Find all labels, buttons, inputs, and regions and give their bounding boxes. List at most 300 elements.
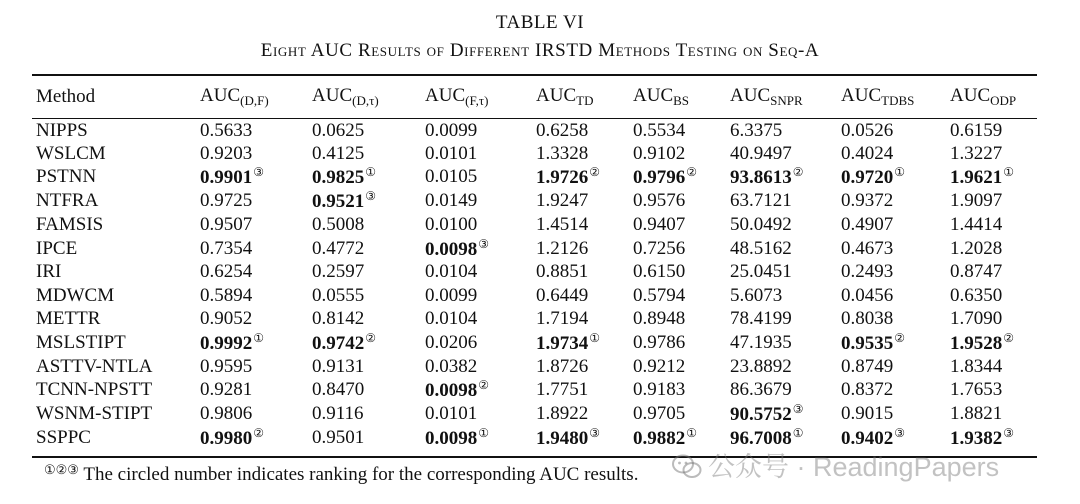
auc-value: 0.9407 [633, 214, 686, 236]
header-label: AUC [950, 85, 991, 106]
table-row [36, 378, 1036, 402]
auc-value: 47.1935 [730, 331, 792, 353]
auc-value: 0.9882 [633, 428, 686, 450]
auc-cell [200, 142, 312, 165]
auc-cell [425, 378, 536, 402]
auc-value: 1.3328 [536, 142, 589, 164]
auc-value: 0.6254 [200, 261, 253, 283]
auc-value: 0.7354 [200, 237, 253, 259]
auc-cell [312, 355, 425, 378]
auc-cell [730, 355, 841, 378]
header-method [36, 80, 200, 114]
auc-cell [841, 213, 950, 236]
auc-value: 1.9621 [950, 167, 1003, 189]
auc-value: 0.6258 [536, 120, 589, 141]
auc-cell [730, 237, 841, 261]
auc-value: 96.7008 [730, 428, 792, 450]
auc-cell [950, 142, 1036, 165]
header-subscript: SNPR [770, 93, 803, 108]
auc-cell [633, 189, 730, 213]
auc-cell [200, 261, 312, 284]
auc-cell [950, 261, 1036, 284]
auc-value: 0.8142 [312, 308, 365, 330]
header-auc [633, 80, 730, 114]
auc-cell [950, 355, 1036, 378]
auc-value: 1.9528 [950, 332, 1003, 354]
auc-value: 0.9212 [633, 355, 686, 377]
auc-value: 0.4125 [312, 142, 365, 164]
auc-value: 0.0101 [425, 142, 478, 164]
auc-cell [841, 355, 950, 378]
auc-value: 0.9402 [841, 428, 894, 450]
auc-cell [312, 331, 425, 355]
header-label: AUC [200, 85, 241, 106]
auc-cell [950, 308, 1036, 331]
auc-value: 40.9497 [730, 142, 792, 164]
auc-cell [536, 165, 633, 189]
auc-value: 0.8749 [841, 355, 894, 377]
auc-value: 0.5794 [633, 284, 686, 306]
method-name: ASTTV-NTLA [36, 355, 153, 377]
auc-cell [200, 189, 312, 213]
auc-value: 0.9183 [633, 379, 686, 401]
auc-cell [633, 165, 730, 189]
auc-cell [536, 261, 633, 284]
auc-value: 0.0099 [425, 120, 478, 141]
auc-value: 0.4772 [312, 237, 365, 259]
auc-value: 0.9535 [841, 332, 894, 354]
auc-cell [425, 402, 536, 426]
header-label: Method [36, 86, 96, 107]
auc-cell [633, 355, 730, 378]
auc-cell [730, 213, 841, 236]
auc-value: 0.0098 [425, 380, 478, 402]
auc-value: 0.6449 [536, 284, 589, 306]
auc-value: 0.0382 [425, 355, 478, 377]
rank-mark: ③ [589, 426, 601, 441]
auc-cell [730, 378, 841, 402]
auc-value: 0.9507 [200, 214, 253, 236]
auc-cell [841, 165, 950, 189]
rank-mark: ① [253, 330, 265, 345]
auc-value: 1.4414 [950, 214, 1003, 236]
auc-value: 86.3679 [730, 379, 792, 401]
auc-value: 90.5752 [730, 404, 792, 426]
auc-cell [312, 189, 425, 213]
method-name: MDWCM [36, 284, 115, 306]
auc-cell [200, 165, 312, 189]
rank-mark: ② [792, 165, 804, 180]
auc-cell [312, 114, 425, 142]
auc-value: 63.7121 [730, 190, 792, 212]
auc-value: 78.4199 [730, 308, 792, 330]
auc-value: 0.9705 [633, 403, 686, 425]
auc-cell [200, 308, 312, 331]
results-table [36, 80, 1036, 450]
table-row [36, 308, 1036, 331]
rank-mark: ① [792, 426, 804, 441]
auc-cell [536, 426, 633, 450]
auc-cell [425, 284, 536, 307]
auc-cell [425, 237, 536, 261]
auc-cell [200, 114, 312, 142]
table-row [36, 165, 1036, 189]
auc-cell [200, 378, 312, 402]
auc-value: 0.5534 [633, 120, 686, 141]
auc-cell [200, 284, 312, 307]
auc-cell [633, 331, 730, 355]
auc-cell [730, 284, 841, 307]
auc-value: 0.4907 [841, 214, 894, 236]
header-subscript: (D,τ) [352, 93, 379, 108]
auc-cell [841, 114, 950, 142]
auc-value: 1.9247 [536, 190, 589, 212]
header-auc [200, 80, 312, 114]
auc-cell [200, 426, 312, 450]
auc-cell [425, 261, 536, 284]
header-auc [950, 80, 1036, 114]
auc-cell [536, 308, 633, 331]
rank-mark: ① [365, 165, 377, 180]
auc-cell [536, 142, 633, 165]
auc-value: 0.9521 [312, 191, 365, 213]
auc-cell [633, 402, 730, 426]
auc-cell [312, 308, 425, 331]
auc-cell [536, 189, 633, 213]
auc-cell [312, 261, 425, 284]
auc-cell [633, 114, 730, 142]
header-label: AUC [633, 85, 674, 106]
auc-value: 0.9796 [633, 167, 686, 189]
auc-cell [200, 237, 312, 261]
rank-mark: ③ [894, 426, 906, 441]
auc-value: 1.9480 [536, 428, 589, 450]
rank-mark: ③ [365, 189, 377, 204]
auc-cell [730, 308, 841, 331]
table-row [36, 331, 1036, 355]
auc-value: 0.5894 [200, 284, 253, 306]
method-name: WSNM-STIPT [36, 403, 153, 425]
auc-cell [200, 331, 312, 355]
rank-mark: ② [894, 330, 906, 345]
header-auc [730, 80, 841, 114]
header-auc [312, 80, 425, 114]
auc-value: 0.0105 [425, 166, 478, 188]
auc-cell [633, 261, 730, 284]
auc-cell [312, 426, 425, 450]
auc-value: 0.9501 [312, 427, 365, 449]
auc-value: 0.5008 [312, 214, 365, 236]
header-label: AUC [730, 85, 771, 106]
table-row [36, 114, 1036, 142]
auc-cell [425, 308, 536, 331]
table-number: TABLE VI [495, 12, 585, 33]
auc-value: 1.7653 [950, 379, 1003, 401]
auc-value: 23.8892 [730, 355, 792, 377]
auc-cell [950, 189, 1036, 213]
auc-cell [730, 189, 841, 213]
auc-value: 0.8038 [841, 308, 894, 330]
auc-value: 0.0555 [312, 284, 365, 306]
auc-cell [312, 378, 425, 402]
auc-value: 0.0100 [425, 214, 478, 236]
header-subscript: TD [576, 93, 594, 108]
auc-cell [425, 213, 536, 236]
auc-cell [841, 189, 950, 213]
auc-value: 0.4024 [841, 142, 894, 164]
auc-value: 25.0451 [730, 261, 792, 283]
auc-cell [950, 213, 1036, 236]
table-row [36, 213, 1036, 236]
method-name: FAMSIS [36, 214, 104, 236]
auc-value: 0.2493 [841, 261, 894, 283]
method-name: NIPPS [36, 120, 88, 141]
auc-value: 0.9901 [200, 167, 253, 189]
auc-cell [536, 237, 633, 261]
auc-value: 1.8922 [536, 403, 589, 425]
auc-cell [312, 213, 425, 236]
rank-mark: ② [1003, 330, 1015, 345]
auc-cell [730, 114, 841, 142]
rank-mark: ② [589, 165, 601, 180]
auc-value: 1.7194 [536, 308, 589, 330]
auc-cell [200, 402, 312, 426]
table-row [36, 189, 1036, 213]
auc-cell [536, 355, 633, 378]
auc-cell [312, 165, 425, 189]
auc-value: 0.7256 [633, 237, 686, 259]
auc-value: 0.9203 [200, 142, 253, 164]
auc-cell [536, 331, 633, 355]
auc-cell [950, 284, 1036, 307]
auc-value: 0.0149 [425, 190, 478, 212]
auc-cell [536, 213, 633, 236]
auc-value: 0.9372 [841, 190, 894, 212]
auc-cell [425, 355, 536, 378]
header-subscript: BS [673, 93, 690, 108]
watermark [672, 445, 999, 484]
auc-value: 0.0099 [425, 284, 478, 306]
table-row [36, 284, 1036, 307]
auc-value: 0.9786 [633, 331, 686, 353]
table-body [36, 114, 1036, 450]
auc-cell [950, 114, 1036, 142]
rank-mark: ③ [478, 236, 490, 251]
rank-mark: ① [478, 426, 490, 441]
auc-value: 1.8726 [536, 355, 589, 377]
auc-cell [633, 308, 730, 331]
auc-cell [425, 189, 536, 213]
method-name: SSPPC [36, 427, 91, 449]
auc-value: 48.5162 [730, 237, 792, 259]
header-subscript: (D,F) [240, 93, 269, 108]
auc-cell [633, 142, 730, 165]
auc-value: 0.0206 [425, 331, 478, 353]
rank-mark: ① [686, 426, 698, 441]
table-title: Eight AUC Results of Different IRSTD Methods Testing on Seq-A [260, 40, 820, 61]
rank-mark: ③ [253, 165, 265, 180]
auc-cell [841, 261, 950, 284]
auc-cell [312, 237, 425, 261]
auc-value: 1.2028 [950, 237, 1003, 259]
method-name: TCNN-NPSTT [36, 379, 153, 401]
auc-value: 0.8948 [633, 308, 686, 330]
auc-value: 0.0104 [425, 308, 478, 330]
auc-value: 0.0101 [425, 403, 478, 425]
table-row [36, 142, 1036, 165]
auc-cell [730, 261, 841, 284]
auc-value: 0.8851 [536, 261, 589, 283]
auc-value: 0.9102 [633, 142, 686, 164]
auc-value: 0.0098 [425, 428, 478, 450]
auc-cell [633, 237, 730, 261]
auc-value: 0.6159 [950, 120, 1003, 141]
auc-cell [425, 331, 536, 355]
auc-value: 0.4673 [841, 237, 894, 259]
header-auc [841, 80, 950, 114]
auc-value: 1.7751 [536, 379, 589, 401]
header-auc [425, 80, 536, 114]
auc-cell [730, 165, 841, 189]
auc-cell [950, 378, 1036, 402]
header-row [36, 80, 1036, 114]
rank-mark: ② [253, 426, 265, 441]
auc-value: 0.9806 [200, 403, 253, 425]
auc-cell [730, 331, 841, 355]
auc-cell [536, 114, 633, 142]
auc-cell [536, 402, 633, 426]
auc-cell [950, 402, 1036, 426]
auc-value: 0.9725 [200, 190, 253, 212]
method-name: NTFRA [36, 190, 99, 212]
auc-value: 1.2126 [536, 237, 589, 259]
auc-value: 0.9576 [633, 190, 686, 212]
auc-value: 0.9825 [312, 167, 365, 189]
auc-value: 6.3375 [730, 120, 783, 141]
auc-value: 0.9281 [200, 379, 253, 401]
rank-mark: ② [686, 165, 698, 180]
table-row [36, 261, 1036, 284]
auc-value: 0.8747 [950, 261, 1003, 283]
auc-cell [425, 114, 536, 142]
table-row [36, 237, 1036, 261]
rank-mark: ① [589, 330, 601, 345]
watermark-text: 公众号 · ReadingPapers [708, 452, 1000, 482]
auc-value: 0.2597 [312, 261, 365, 283]
auc-cell [536, 378, 633, 402]
auc-value: 1.9726 [536, 167, 589, 189]
auc-cell [841, 237, 950, 261]
auc-value: 1.9382 [950, 428, 1003, 450]
auc-cell [633, 378, 730, 402]
auc-cell [312, 402, 425, 426]
footnote-rank-marks: ①②③ [44, 462, 79, 477]
header-auc [536, 80, 633, 114]
top-rule [32, 74, 1037, 76]
auc-cell [425, 142, 536, 165]
table-row [36, 355, 1036, 378]
auc-cell [312, 284, 425, 307]
auc-value: 0.0104 [425, 261, 478, 283]
auc-cell [200, 355, 312, 378]
table-row [36, 402, 1036, 426]
auc-cell [841, 284, 950, 307]
auc-value: 1.4514 [536, 214, 589, 236]
auc-value: 0.9116 [312, 403, 364, 425]
auc-value: 0.0625 [312, 120, 365, 141]
auc-value: 0.9742 [312, 332, 365, 354]
auc-value: 0.9980 [200, 428, 253, 450]
auc-cell [950, 165, 1036, 189]
auc-value: 0.5633 [200, 120, 253, 141]
auc-cell [425, 426, 536, 450]
auc-cell [200, 213, 312, 236]
rank-mark: ③ [1003, 426, 1015, 441]
auc-value: 5.6073 [730, 284, 783, 306]
header-label: AUC [536, 85, 577, 106]
auc-value: 0.6350 [950, 284, 1003, 306]
auc-cell [950, 237, 1036, 261]
auc-cell [730, 142, 841, 165]
auc-value: 1.7090 [950, 308, 1003, 330]
auc-value: 0.9052 [200, 308, 253, 330]
rank-mark: ① [1003, 165, 1015, 180]
auc-cell [841, 142, 950, 165]
method-name: IPCE [36, 237, 78, 259]
auc-cell [730, 402, 841, 426]
rank-mark: ① [894, 165, 906, 180]
auc-cell [841, 331, 950, 355]
auc-value: 0.6150 [633, 261, 686, 283]
rank-mark: ② [478, 378, 490, 393]
auc-value: 93.8613 [730, 167, 792, 189]
header-label: AUC [425, 85, 466, 106]
auc-cell [312, 142, 425, 165]
auc-value: 1.3227 [950, 142, 1003, 164]
header-subscript: TDBS [881, 93, 915, 108]
auc-value: 0.0456 [841, 284, 894, 306]
auc-cell [536, 284, 633, 307]
auc-value: 0.9992 [200, 332, 253, 354]
auc-value: 0.0098 [425, 238, 478, 260]
auc-value: 1.9734 [536, 332, 589, 354]
rank-mark: ② [365, 330, 377, 345]
method-name: METTR [36, 308, 101, 330]
auc-cell [633, 213, 730, 236]
header-label: AUC [312, 85, 353, 106]
auc-cell [841, 308, 950, 331]
method-name: IRI [36, 261, 62, 283]
method-name: PSTNN [36, 166, 97, 188]
wechat-icon [672, 454, 702, 480]
auc-cell [425, 165, 536, 189]
auc-value: 50.0492 [730, 214, 792, 236]
auc-cell [950, 331, 1036, 355]
auc-value: 0.9015 [841, 403, 894, 425]
auc-cell [841, 378, 950, 402]
auc-value: 1.9097 [950, 190, 1003, 212]
header-label: AUC [841, 85, 882, 106]
header-subscript: ODP [990, 93, 1017, 108]
auc-value: 0.9720 [841, 167, 894, 189]
auc-value: 0.8470 [312, 379, 365, 401]
footnote-text: The circled number indicates ranking for the corresponding AUC results. [78, 464, 639, 485]
method-name: WSLCM [36, 142, 106, 164]
footnote [44, 462, 638, 486]
auc-cell [633, 284, 730, 307]
header-subscript: (F,τ) [465, 93, 489, 108]
auc-value: 1.8344 [950, 355, 1003, 377]
